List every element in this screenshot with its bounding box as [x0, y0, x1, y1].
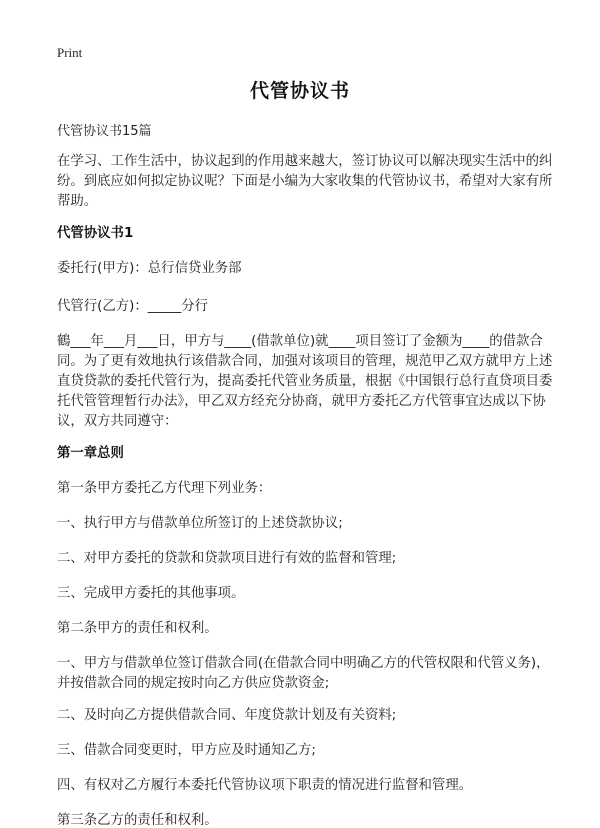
list-item: 三、完成甲方委托的其他事项。	[57, 586, 245, 601]
print-link[interactable]: Print	[57, 45, 83, 60]
document-body	[57, 122, 557, 828]
list-item: 一、执行甲方与借款单位所签订的上述贷款协议;	[57, 516, 343, 531]
preamble-paragraph: 鶴___年___月___日，甲方与____(借款单位)就____项目签订了金额为____的借款合同。为了更有效地执行该借款合同，加强对该项目的管理，规范甲乙双方就甲方上述直贷贷款的委托代管行为，提高委托代管业务质量，根据《中国银行总行直贷项目委托代管管理暂行办法》，甲乙双方经充分协商，就甲方委托乙方代管事宜达成以下协议，双方共同遵守：	[57, 334, 553, 429]
document-subtitle: 代管协议书15篇	[57, 124, 152, 139]
party-b-line: 代管行(乙方)：_____分行	[57, 299, 209, 314]
section-heading: 代管协议书1	[57, 226, 134, 241]
list-item: 一、甲方与借款单位签订借款合同(在借款合同中明确乙方的代管权限和代管义务)，并按借款合同的规定按时向乙方供应贷款资金;	[57, 656, 550, 691]
article-paragraph: 第二条甲方的责任和权利。	[57, 621, 218, 636]
party-a-line: 委托行(甲方)：总行信贷业务部	[57, 261, 242, 276]
list-item: 二、及时向乙方提供借款合同、年度贷款计划及有关资料;	[57, 708, 397, 723]
list-item: 三、借款合同变更时，甲方应及时通知乙方;	[57, 743, 316, 758]
document-title: 代管协议书	[249, 80, 350, 102]
intro-paragraph: 在学习、工作生活中，协议起到的作用越来越大，签订协议可以解决现实生活中的纠纷。到底应如何拟定协议呢？下面是小编为大家收集的代管协议书，希望对大家有所帮助。	[57, 154, 553, 209]
article-paragraph: 第三条乙方的责任和权利。	[57, 813, 218, 828]
article-paragraph: 第一条甲方委托乙方代理下列业务：	[57, 481, 272, 496]
list-item: 二、对甲方委托的贷款和贷款项目进行有效的监督和管理;	[57, 551, 397, 566]
list-item: 四、有权对乙方履行本委托代管协议项下职责的情况进行监督和管理。	[57, 778, 473, 793]
chapter-heading: 第一章总则	[57, 446, 124, 461]
